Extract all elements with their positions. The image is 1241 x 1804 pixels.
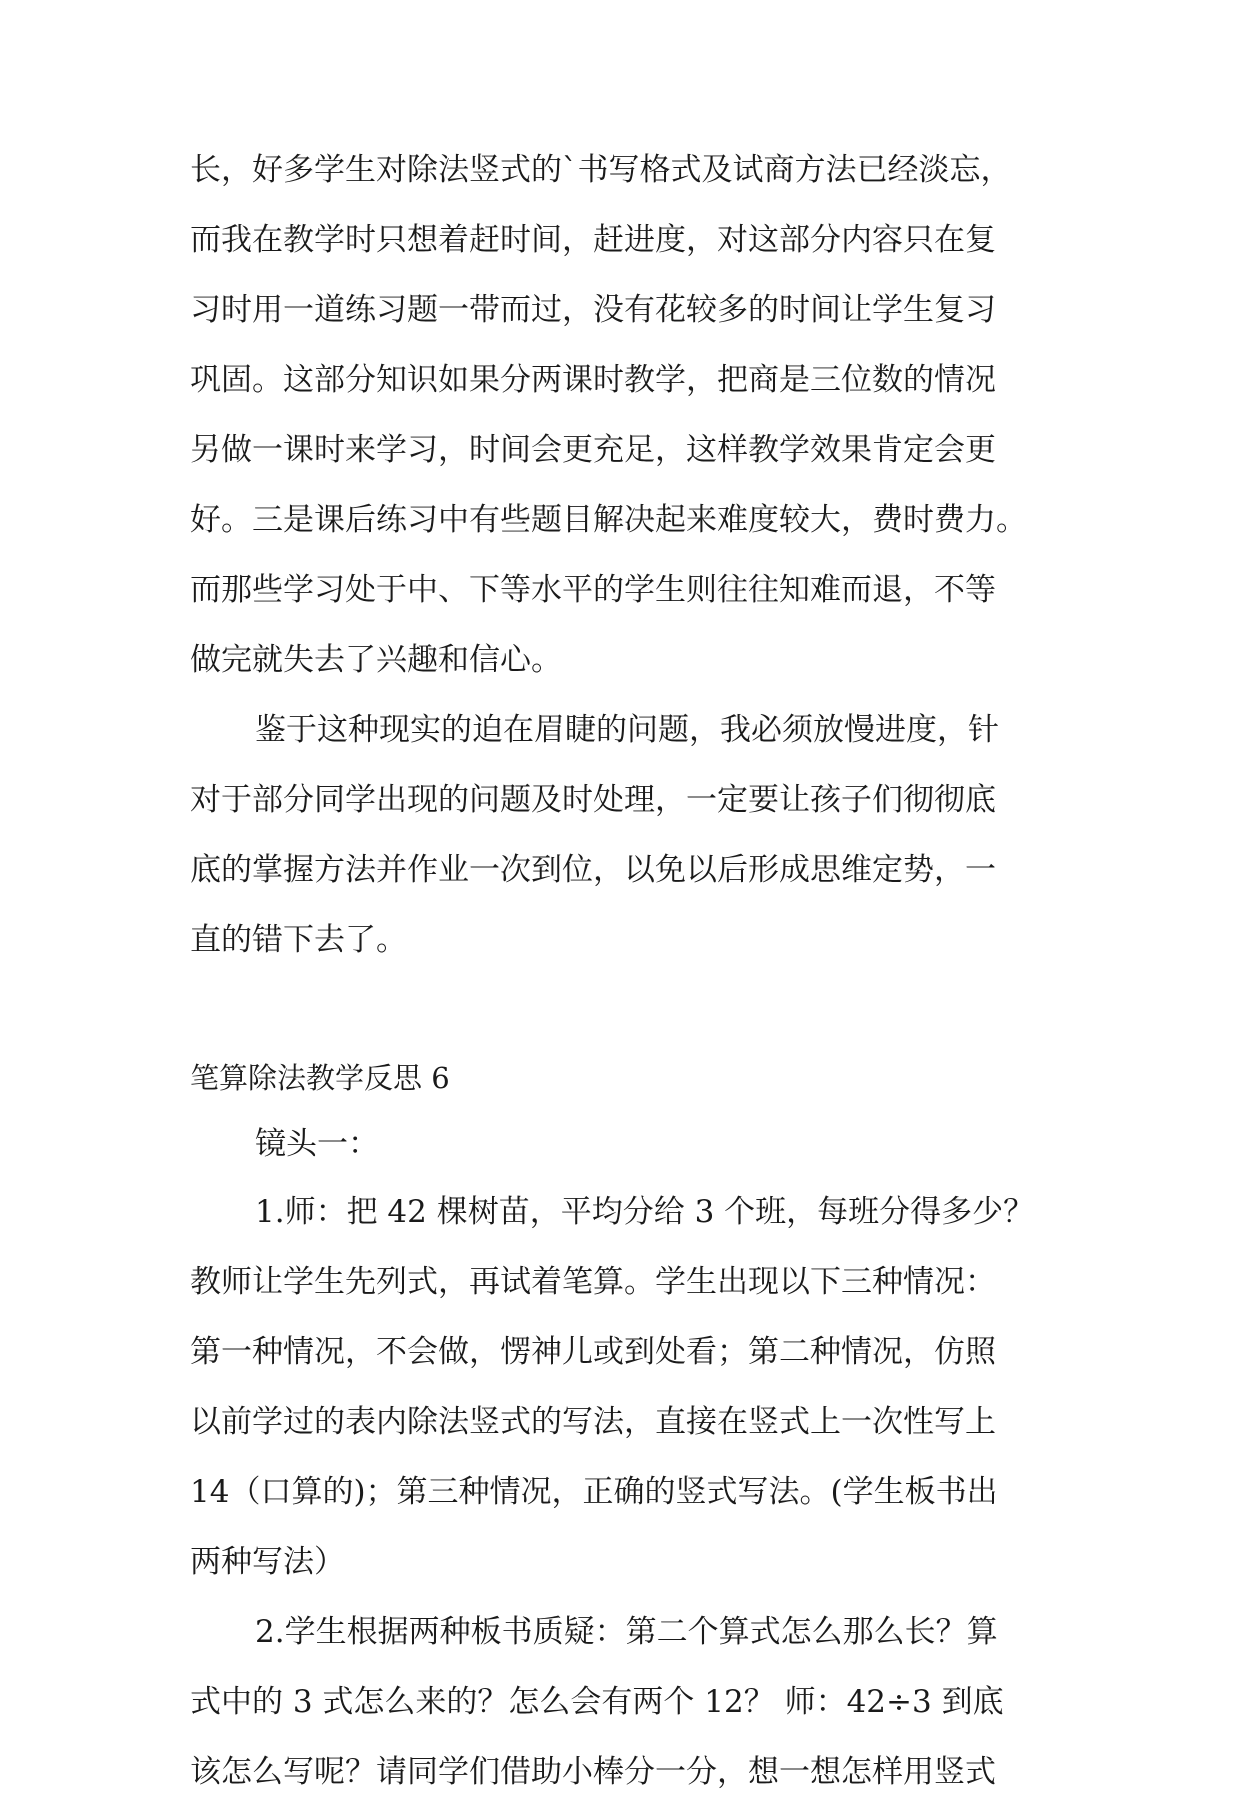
- paragraph-2-line-4: 直的错下去了。: [190, 922, 407, 958]
- paragraph-2-line-1: 鉴于这种现实的迫在眉睫的问题，我必须放慢进度，针: [255, 712, 999, 748]
- paragraph-1-line-8: 做完就失去了兴趣和信心。: [190, 642, 562, 678]
- item-1-line-4: 以前学过的表内除法竖式的写法，直接在竖式上一次性写上: [190, 1404, 996, 1440]
- paragraph-2-line-2: 对于部分同学出现的问题及时处理，一定要让孩子们彻彻底: [190, 782, 996, 818]
- paragraph-2-line-3: 底的掌握方法并作业一次到位，以免以后形成思维定势，一: [190, 852, 996, 888]
- shot-label: 镜头一：: [255, 1126, 379, 1162]
- paragraph-1-line-6: 好。三是课后练习中有些题目解决起来难度较大，费时费力。: [190, 502, 1027, 538]
- paragraph-1-line-7: 而那些学习处于中、下等水平的学生则往往知难而退，不等: [190, 572, 996, 608]
- paragraph-1-line-2: 而我在教学时只想着赶时间，赶进度，对这部分内容只在复: [190, 222, 996, 258]
- paragraph-1-line-4: 巩固。这部分知识如果分两课时教学，把商是三位数的情况: [190, 362, 996, 398]
- paragraph-1-line-5: 另做一课时来学习，时间会更充足，这样教学效果肯定会更: [190, 432, 996, 468]
- item-2-line-3: 该怎么写呢？请同学们借助小棒分一分，想一想怎样用竖式: [190, 1754, 996, 1790]
- paragraph-1-line-3: 习时用一道练习题一带而过，没有花较多的时间让学生复习: [190, 292, 996, 328]
- item-2-line-1: 2.学生根据两种板书质疑：第二个算式怎么那么长？算: [255, 1614, 998, 1650]
- item-1-line-6: 两种写法）: [190, 1544, 345, 1580]
- item-1-line-3: 第一种情况，不会做，愣神儿或到处看；第二种情况，仿照: [190, 1334, 996, 1370]
- item-1-line-5: 14（口算的)；第三种情况，正确的竖式写法。(学生板书出: [190, 1474, 998, 1510]
- paragraph-1-line-1: 长，好多学生对除法竖式的`书写格式及试商方法已经淡忘，: [190, 152, 1012, 188]
- section-title: 笔算除法教学反思 6: [190, 1061, 450, 1095]
- item-1-line-1: 1.师：把 42 棵树苗，平均分给 3 个班，每班分得多少？: [255, 1194, 1035, 1230]
- item-2-line-2: 式中的 3 式怎么来的？怎么会有两个 12？ 师：42÷3 到底: [190, 1684, 1004, 1720]
- item-1-line-2: 教师让学生先列式，再试着笔算。学生出现以下三种情况：: [190, 1264, 996, 1300]
